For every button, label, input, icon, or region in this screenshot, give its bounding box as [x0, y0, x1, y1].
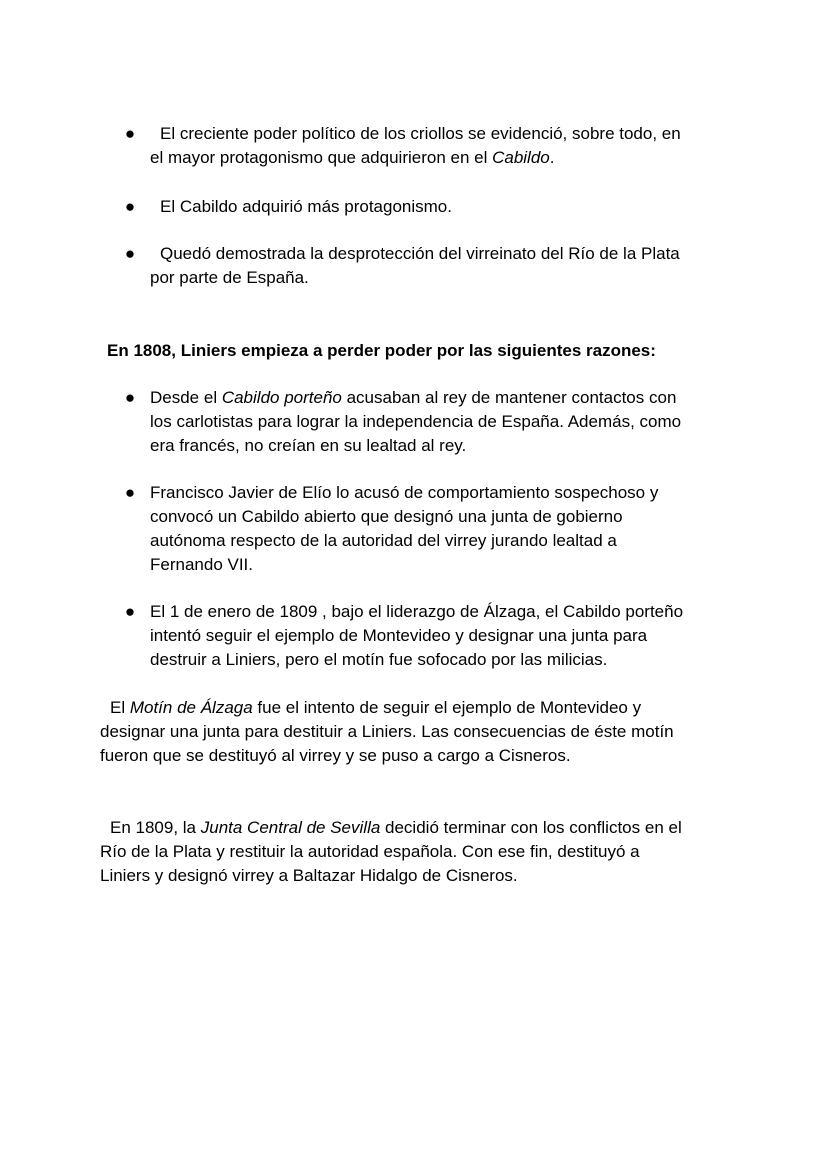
- list-item-line: por parte de España.: [150, 268, 309, 287]
- list-item-line: los carlotistas para lograr la independencia de España. Además, como: [150, 412, 682, 431]
- list-item: [124, 481, 740, 577]
- list-item: [124, 122, 740, 170]
- list-item-line: El 1 de enero de 1809 , bajo el liderazgo de Álzaga, el Cabildo porteño: [150, 602, 684, 621]
- list-item: [124, 386, 740, 458]
- paragraph-line: Liniers y designó virrey a Baltazar Hidalgo de Cisneros.: [100, 866, 518, 885]
- list-item-line: convocó un Cabildo abierto que designó una junta de gobierno: [150, 507, 623, 526]
- list-item: [124, 242, 740, 290]
- list-item: [124, 600, 740, 672]
- list-item-line: intentó seguir el ejemplo de Montevideo y designar una junta para: [150, 626, 648, 645]
- bullet-icon: ●: [124, 483, 136, 502]
- list-item-line: El Cabildo adquirió más protagonismo.: [160, 197, 452, 216]
- bullet-icon: ●: [124, 124, 136, 143]
- paragraph-line: El Motín de Álzaga fue el intento de seguir el ejemplo de Montevideo y: [110, 698, 642, 717]
- list-item-line: Quedó demostrada la desprotección del virreinato del Río de la Plata: [160, 244, 680, 263]
- list-item-line: El creciente poder político de los criollos se evidenció, sobre todo, en: [160, 124, 681, 143]
- list-item-line: el mayor protagonismo que adquirieron en el Cabildo.: [150, 148, 555, 167]
- bullet-icon: ●: [124, 388, 136, 407]
- list-item-line: autónoma respecto de la autoridad del virrey jurando lealtad a: [150, 531, 617, 550]
- list-item-line: Francisco Javier de Elío lo acusó de comportamiento sospechoso y: [150, 483, 659, 502]
- bullet-icon: ●: [124, 197, 136, 216]
- list-item-line: era francés, no creían en su lealtad al rey.: [150, 436, 467, 455]
- bullet-icon: ●: [124, 602, 136, 621]
- paragraph-line: designar una junta para destituir a Liniers. Las consecuencias de éste motín: [100, 722, 674, 741]
- paragraph-line: Río de la Plata y restituir la autoridad española. Con ese fin, destituyó a: [100, 842, 640, 861]
- paragraph-motin: [100, 696, 740, 768]
- paragraph-junta: [100, 816, 740, 888]
- section-heading: En 1808, Liniers empieza a perder poder por las siguientes razones:: [107, 341, 656, 360]
- list-item-line: Desde el Cabildo porteño acusaban al rey de mantener contactos con: [150, 388, 677, 407]
- paragraph-line: En 1809, la Junta Central de Sevilla decidió terminar con los conflictos en el: [110, 818, 682, 837]
- list-item: [124, 195, 740, 219]
- bullet-icon: ●: [124, 244, 136, 263]
- list-item-line: destruir a Liniers, pero el motín fue sofocado por las milicias.: [150, 650, 608, 669]
- list-item-line: Fernando VII.: [150, 555, 254, 574]
- paragraph-line: fueron que se destituyó al virrey y se puso a cargo a Cisneros.: [100, 746, 571, 765]
